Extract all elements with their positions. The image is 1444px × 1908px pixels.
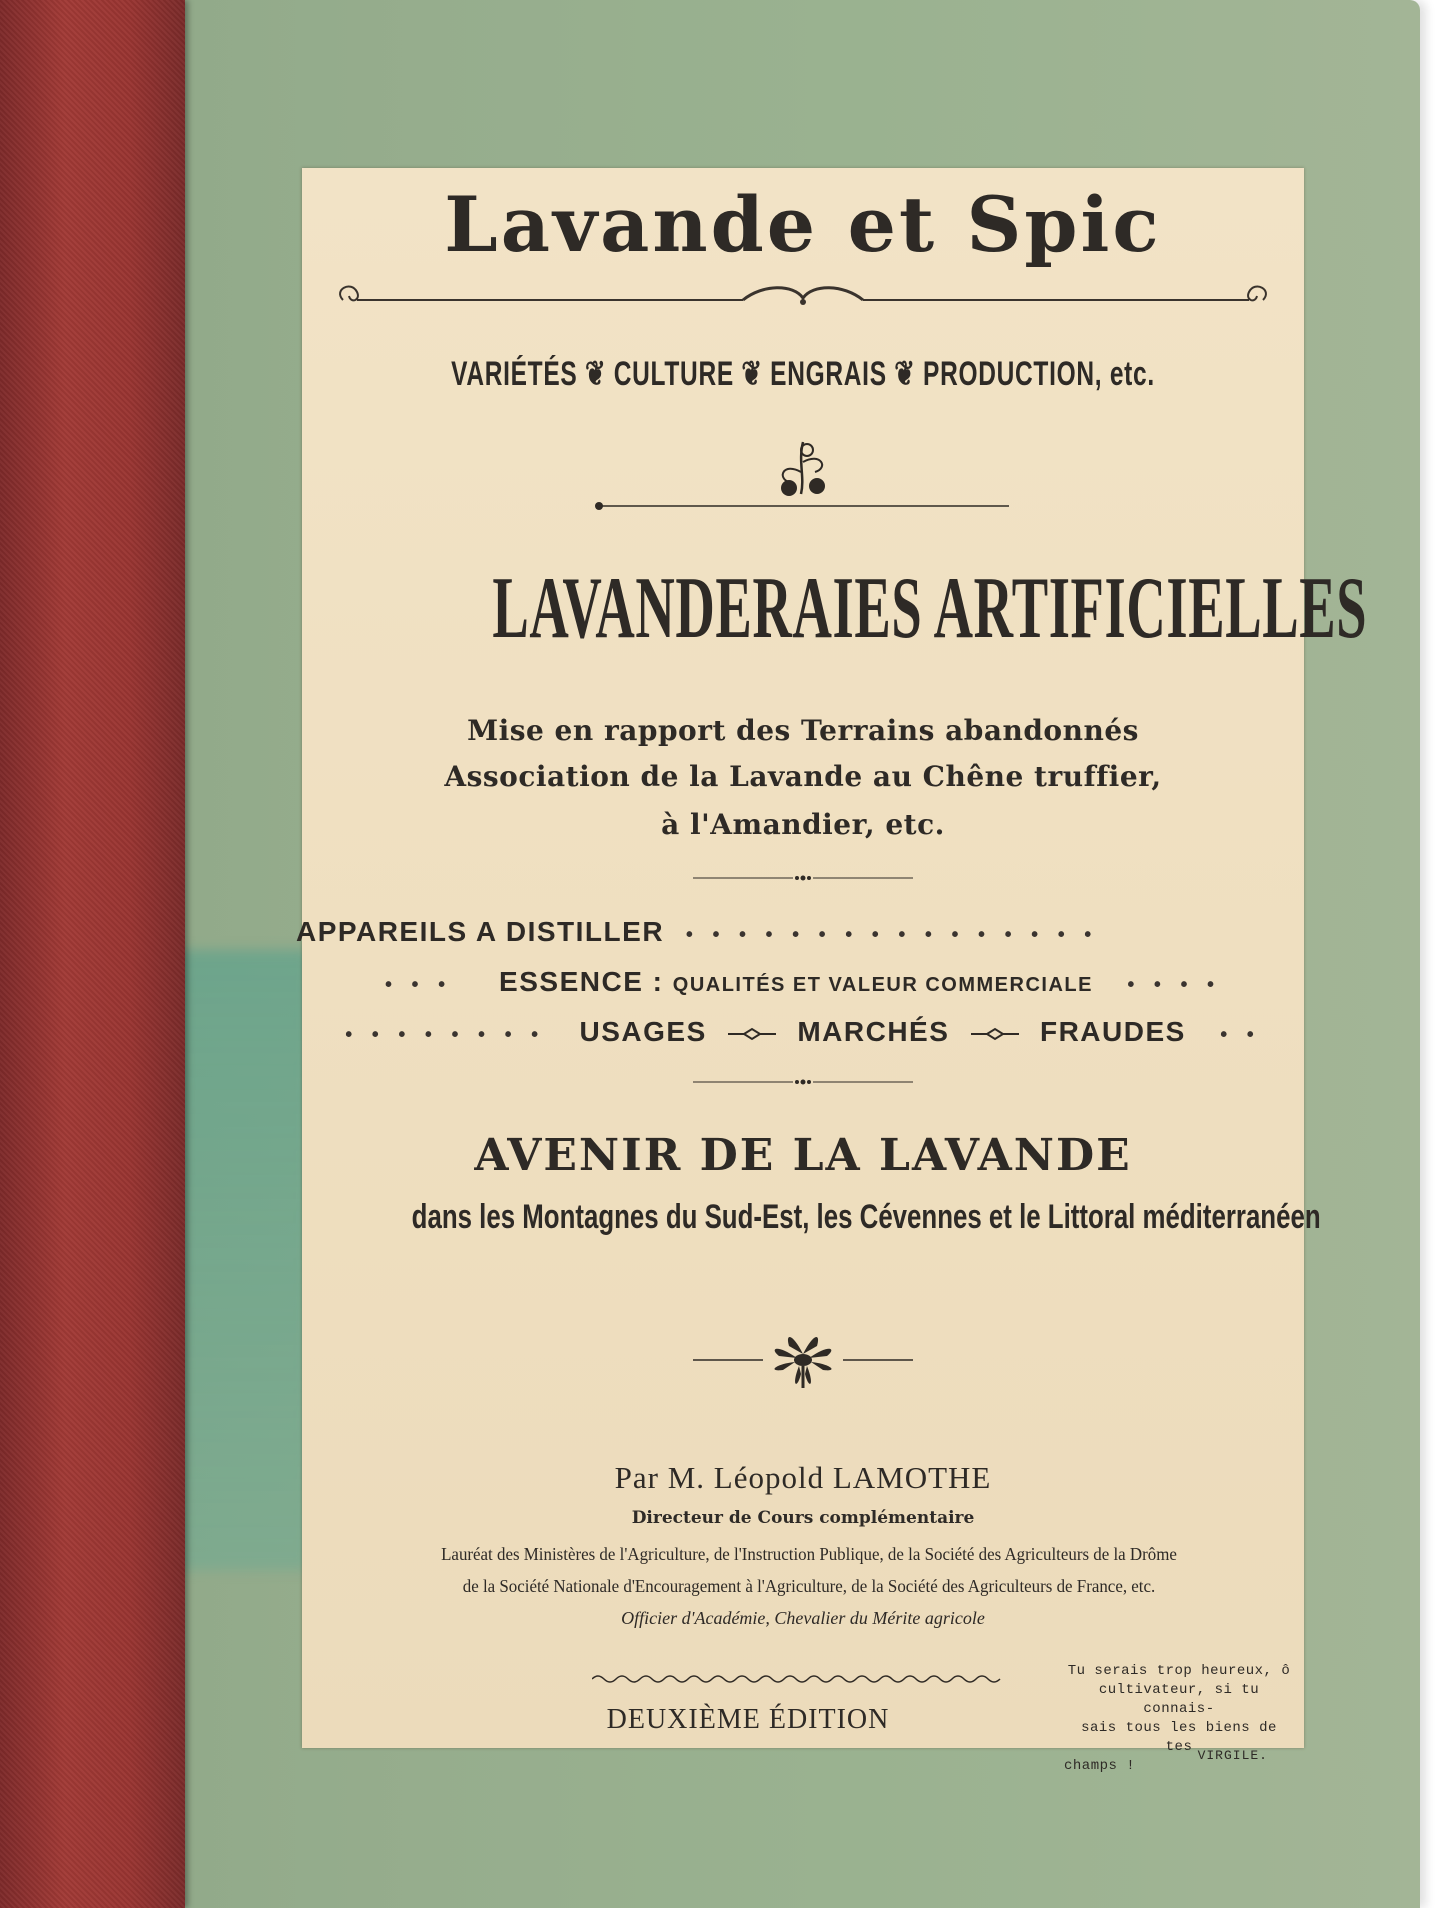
strawberry-plant-icon: [302, 432, 1304, 512]
author-role: Directeur de Cours complémentaire: [631, 1508, 975, 1528]
diamond-separator-icon: [728, 1027, 776, 1041]
leader-dots: • •: [1195, 1024, 1261, 1046]
leader-dots: • • • •: [1102, 974, 1222, 996]
topic-appareils: APPAREILS A DISTILLER: [296, 916, 665, 947]
topic-fraudes: FRAUDES: [1039, 1016, 1186, 1047]
quote-line-3: sais tous les biens de tes: [1081, 1720, 1277, 1755]
small-divider: [302, 868, 1304, 888]
description-line-2: Association de la Lavande au Chêne truffier,: [444, 760, 1162, 793]
leader-dots: • • • • • • • •: [345, 1024, 571, 1046]
topic-usages: USAGES: [579, 1016, 707, 1047]
edition-label: DEUXIÈME ÉDITION: [606, 1704, 890, 1735]
avenir-heading: AVENIR DE LA LAVANDE: [474, 1130, 1132, 1181]
topic-essence: ESSENCE :: [499, 966, 664, 997]
flower-ornament-icon: [302, 1328, 1304, 1398]
quote-author: VIRGILE.: [1197, 1748, 1268, 1763]
small-divider: [302, 1072, 1304, 1092]
quote-line-1: Tu serais trop heureux, ô: [1067, 1663, 1291, 1679]
title-flourish-ornament: [302, 276, 1304, 316]
leader-dots: • • • • • • • • • • • • • • • •: [673, 924, 1099, 946]
author-laureat-line-2: de la Société Nationale d'Encouragement à l'Agriculture, de la Société des Agriculteurs de France, etc.: [462, 1576, 1156, 1596]
avenir-subtitle: dans les Montagnes du Sud-Est, les Cévennes et le Littoral méditerranéen: [411, 1198, 1321, 1236]
quote-line-2: cultivateur, si tu connais-: [1098, 1682, 1260, 1717]
main-heading: LAVANDERAIES ARTIFICIELLES: [492, 560, 1368, 657]
leader-dots: • • •: [384, 974, 490, 996]
author-name: Par M. Léopold LAMOTHE: [614, 1460, 992, 1495]
description-line-1: Mise en rapport des Terrains abandonnés: [467, 714, 1139, 747]
author-honors: Officier d'Académie, Chevalier du Mérite agricole: [621, 1608, 985, 1628]
quote-line-4: champs !: [1064, 1758, 1136, 1774]
cover-label: [296, 168, 1368, 1774]
topic-row-distiller: [296, 916, 1304, 948]
topic-row-usages: [302, 1016, 1304, 1048]
topic-row-essence: [302, 966, 1304, 998]
book-title: Lavande et Spic: [444, 180, 1162, 269]
topic-essence-detail: QUALITÉS ET VALEUR COMMERCIALE: [672, 974, 1093, 996]
description-line-3: à l'Amandier, etc.: [661, 808, 945, 841]
author-laureat-line-1: Lauréat des Ministères de l'Agriculture, de l'Instruction Publique, de la Société des Agriculteurs de la Drôme: [441, 1544, 1177, 1564]
book-spine: [0, 0, 185, 1908]
diamond-separator-icon: [971, 1027, 1019, 1041]
edition-rule: [592, 1672, 1004, 1686]
book-subtitle: VARIÉTÉS ❦ CULTURE ❦ ENGRAIS ❦ PRODUCTION, etc.: [451, 355, 1155, 393]
topic-marches: MARCHÉS: [797, 1016, 950, 1047]
